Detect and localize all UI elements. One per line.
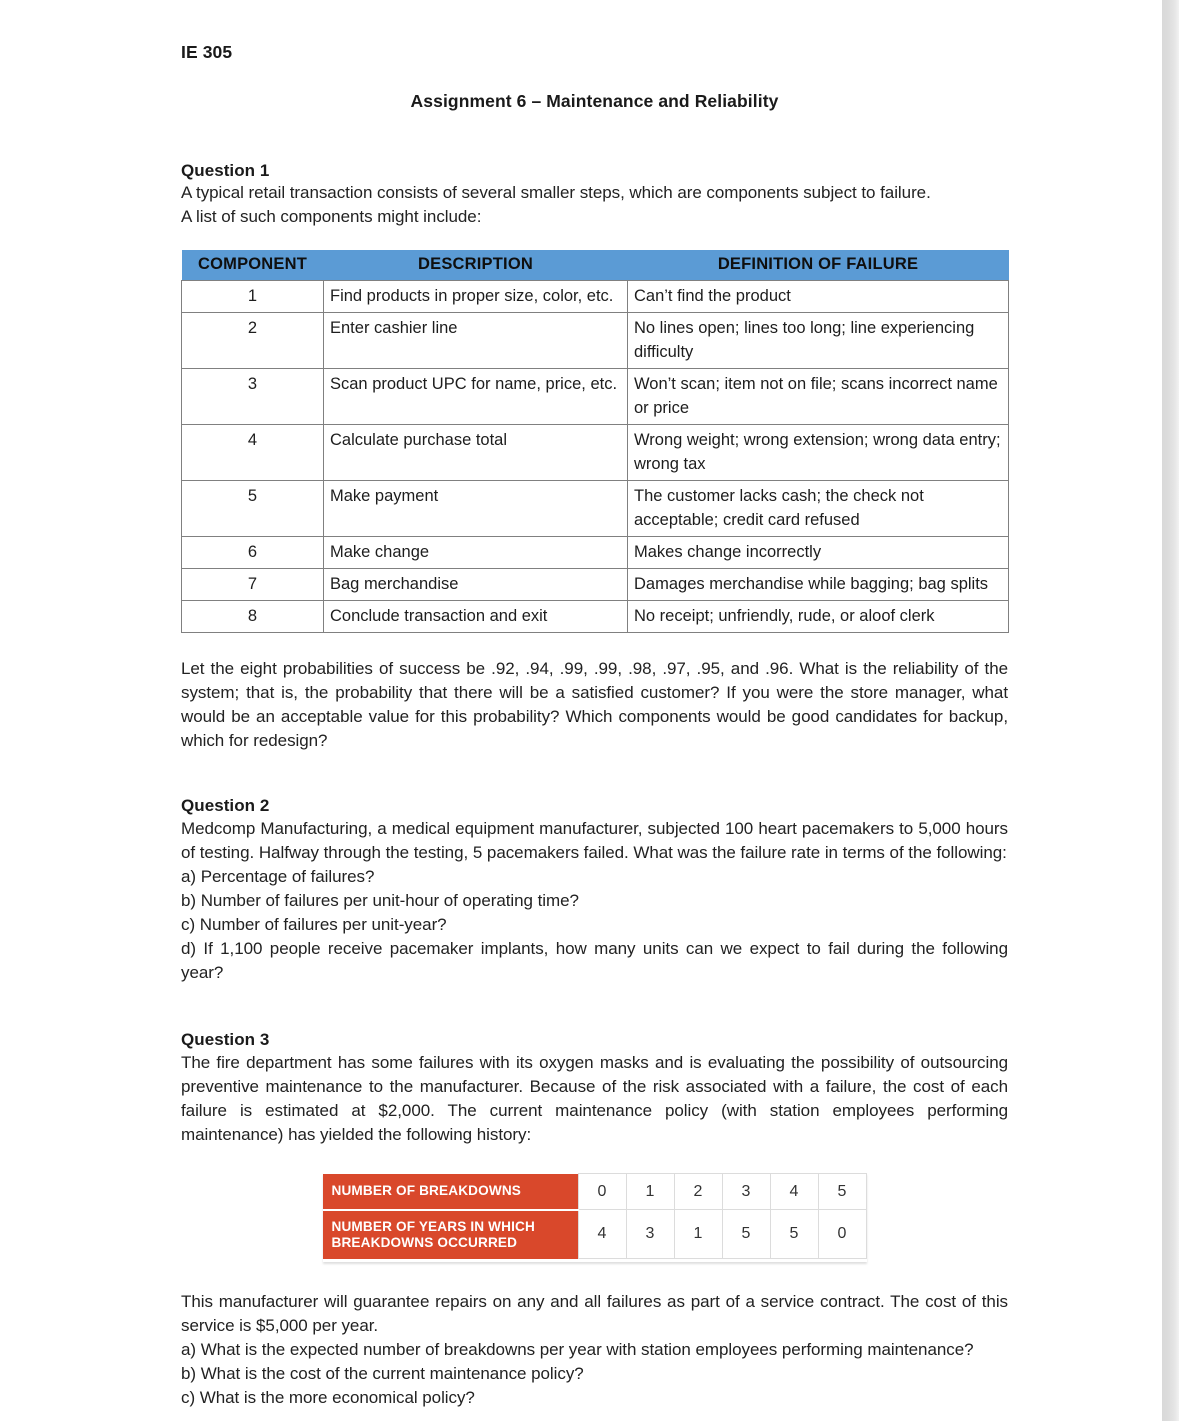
page-title: Assignment 6 – Maintenance and Reliability	[410, 91, 779, 111]
cell-failure: Damages merchandise while bagging; bag splits	[628, 569, 1009, 601]
cell-breakdown-0: 0	[578, 1174, 626, 1210]
question-3-part-b: b) What is the cost of the current maintenance policy?	[181, 1364, 584, 1383]
cell-component: 4	[182, 425, 324, 481]
column-header-component: COMPONENT	[182, 250, 324, 281]
question-1-intro-line-1: A typical retail transaction consists of several smaller steps, which are components subject to failure.	[181, 183, 931, 202]
cell-description: Enter cashier line	[324, 313, 628, 369]
course-code: IE 305	[181, 42, 233, 62]
question-1-heading: Question 1	[181, 161, 270, 180]
question-3-heading: Question 3	[181, 1030, 270, 1049]
cell-failure: The customer lacks cash; the check not acceptable; credit card refused	[628, 481, 1009, 537]
table-row-years	[323, 1210, 867, 1259]
cell-component: 6	[182, 537, 324, 569]
question-3-part-a: a) What is the expected number of breakdowns per year with station employees performing maintenance?	[181, 1340, 974, 1359]
cell-description: Calculate purchase total	[324, 425, 628, 481]
question-3-body: The fire department has some failures with its oxygen masks and is evaluating the possibility of outsourcing preventive maintenance to the manufacturer. Because of the risk associated with a failure, the cost of each failure is estimated at $2,000. The current maintenance policy (with station employees performing maintenance) has yielded the following history:	[181, 1053, 1008, 1144]
cell-description: Make payment	[324, 481, 628, 537]
question-2-part-d: d) If 1,100 people receive pacemaker implants, how many units can we expect to fail during the following year?	[181, 939, 1008, 982]
table-row	[182, 369, 1009, 425]
cell-failure: Can’t find the product	[628, 281, 1009, 313]
cell-failure: Makes change incorrectly	[628, 537, 1009, 569]
cell-description: Find products in proper size, color, etc.	[324, 281, 628, 313]
table-row	[182, 425, 1009, 481]
table-row	[182, 537, 1009, 569]
question-2-part-a: a) Percentage of failures?	[181, 867, 375, 886]
row-header-number-of-years: NUMBER OF YEARS IN WHICH BREAKDOWNS OCCURRED	[323, 1210, 579, 1259]
table-row	[182, 481, 1009, 537]
column-header-definition-of-failure: DEFINITION OF FAILURE	[628, 250, 1009, 281]
row-header-number-of-breakdowns: NUMBER OF BREAKDOWNS	[323, 1174, 579, 1210]
cell-component: 8	[182, 601, 324, 633]
cell-years-1: 3	[626, 1210, 674, 1259]
breakdowns-table	[323, 1173, 867, 1259]
table-header-row	[182, 250, 1009, 281]
question-2-heading: Question 2	[181, 796, 270, 815]
question-2-body: Medcomp Manufacturing, a medical equipment manufacturer, subjected 100 heart pacemakers to 5,000 hours of testing. Halfway through the testing, 5 pacemakers failed. What was the failure rate in terms of the following:	[181, 819, 1008, 862]
cell-breakdown-4: 4	[770, 1174, 818, 1210]
column-header-description: DESCRIPTION	[324, 250, 628, 281]
cell-breakdown-2: 2	[674, 1174, 722, 1210]
cell-breakdown-3: 3	[722, 1174, 770, 1210]
table-row-breakdowns	[323, 1174, 867, 1210]
components-table-wrapper	[181, 250, 1008, 633]
cell-failure: No receipt; unfriendly, rude, or aloof clerk	[628, 601, 1009, 633]
breakdowns-table-card	[323, 1173, 867, 1262]
table-row	[182, 569, 1009, 601]
cell-failure: No lines open; lines too long; line experiencing difficulty	[628, 313, 1009, 369]
question-2-part-c: c) Number of failures per unit-year?	[181, 915, 447, 934]
cell-breakdown-1: 1	[626, 1174, 674, 1210]
breakdowns-table-wrapper	[181, 1173, 1008, 1262]
question-1-prompt: Let the eight probabilities of success be .92, .94, .99, .99, .98, .97, .95, and .96. What is the reliability of the system; that is, the probability that there will be a satisfied customer? If you were the store manager, what would be an acceptable value for this probability? Which components would be good candidates for backup, which for redesign?	[181, 659, 1008, 750]
cell-description: Make change	[324, 537, 628, 569]
cell-failure: Won’t scan; item not on file; scans incorrect name or price	[628, 369, 1009, 425]
cell-description: Bag merchandise	[324, 569, 628, 601]
page-edge-shadow	[1162, 0, 1179, 1421]
cell-component: 2	[182, 313, 324, 369]
table-row	[182, 601, 1009, 633]
cell-component: 5	[182, 481, 324, 537]
cell-breakdown-5: 5	[818, 1174, 866, 1210]
cell-years-3: 5	[722, 1210, 770, 1259]
cell-description: Scan product UPC for name, price, etc.	[324, 369, 628, 425]
cell-years-2: 1	[674, 1210, 722, 1259]
question-1-intro-line-2: A list of such components might include:	[181, 207, 482, 226]
table-row	[182, 313, 1009, 369]
cell-years-0: 4	[578, 1210, 626, 1259]
cell-years-4: 5	[770, 1210, 818, 1259]
cell-description: Conclude transaction and exit	[324, 601, 628, 633]
cell-component: 7	[182, 569, 324, 601]
table-row	[182, 281, 1009, 313]
question-3-part-c: c) What is the more economical policy?	[181, 1388, 475, 1407]
cell-years-5: 0	[818, 1210, 866, 1259]
question-2-part-b: b) Number of failures per unit-hour of operating time?	[181, 891, 579, 910]
question-3-tail: This manufacturer will guarantee repairs on any and all failures as part of a service contract. The cost of this service is $5,000 per year.	[181, 1292, 1008, 1335]
document-content	[181, 0, 1008, 1410]
cell-failure: Wrong weight; wrong extension; wrong data entry; wrong tax	[628, 425, 1009, 481]
cell-component: 3	[182, 369, 324, 425]
components-table	[181, 250, 1009, 633]
cell-component: 1	[182, 281, 324, 313]
